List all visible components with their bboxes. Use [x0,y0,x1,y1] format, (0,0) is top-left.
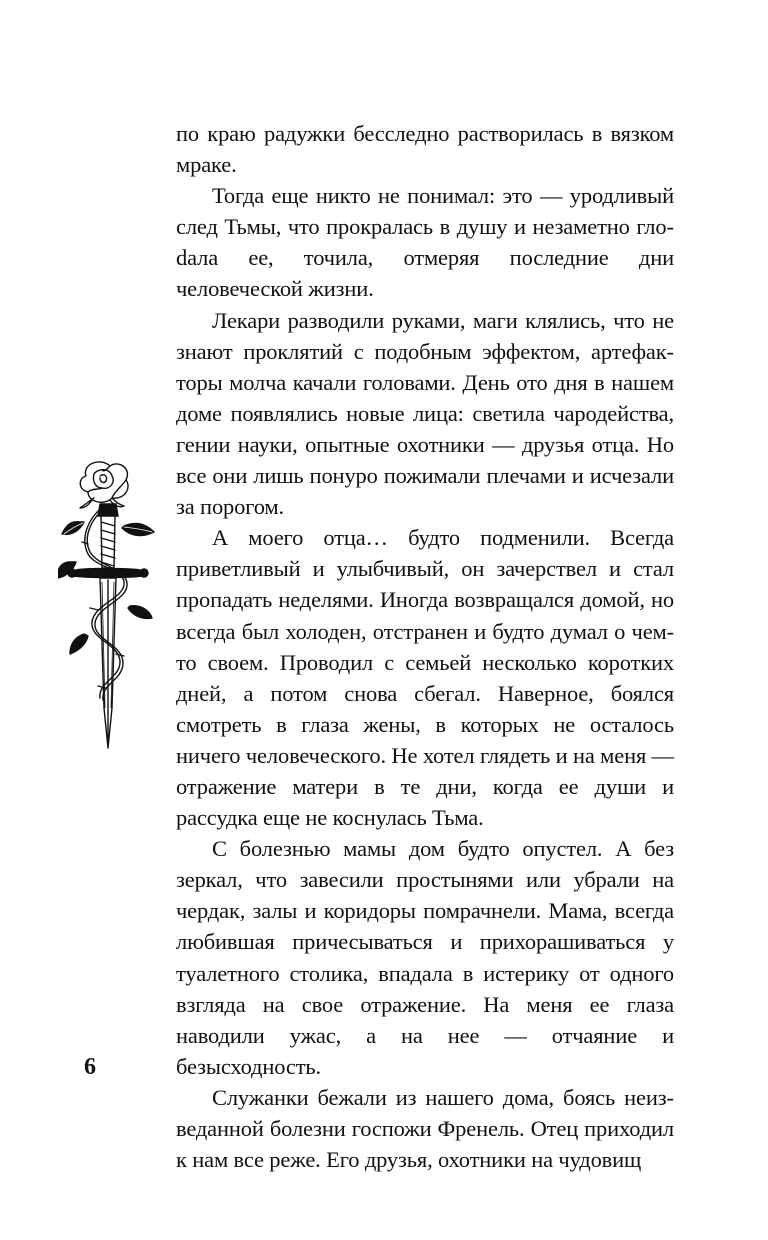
rose-dagger-icon [58,458,158,750]
paragraph-3: Лекари разводили руками, маги клялись, что не знают проклятий с подобным эффектом, артефакторы молча качали головами. День ото дня в нашем доме появлялись новые лица: светила чародейства, гении науки, опытные охотники — друзья отца. Но все они лишь понуро пожимали плечами и исчезали за порогом. [176,307,674,520]
paragraph-2: Тогда еще никто не понимал: это — уродливый след Тьмы, что прокралась в душу и незаметно глоdала ее, точила, отмеряя последние дни человеческой жизни. [176,183,674,302]
paragraph-4: А моего отца… будто подменили. Всегда приветливый и улыбчивый, он зачерствел и стал пропадать неделями. Иногда возвращался домой, но всегда был холоден, отстранен и будто думал о чем-то своем. Проводил с семьей несколько коротких дней, а потом снова сбегал. Наверное, боялся смотреть в глаза жены, в которых не осталось ничего человеческого. Не хотел глядеть и на меня — отражение матери в те дни, когда ее души и рассудка еще не коснулась Тьма. [176,525,674,831]
body-text [176,118,674,1175]
paragraph-1: по краю радужки бесследно растворилась в вязком мраке. [176,121,674,178]
paragraph-5: С болезнью мамы дом будто опустел. А без зеркал, что завесили простынями или убрали на чердак, залы и коридоры помрачнели. Мама, всегда любившая причесываться и прихорашиваться у туалетного столика, впадала в истерику от одного взгляда на свое отражение. На меня ее глаза наводили ужас, а на нее — отчаяние и безысходность. [176,836,674,1079]
page-number: 6 [84,1054,96,1080]
paragraph-6: Служанки бежали из нашего дома, боясь неизведанной болезни госпожи Френель. Отец приходил к нам все реже. Его друзья, охотники на чудовищ [176,1084,674,1173]
